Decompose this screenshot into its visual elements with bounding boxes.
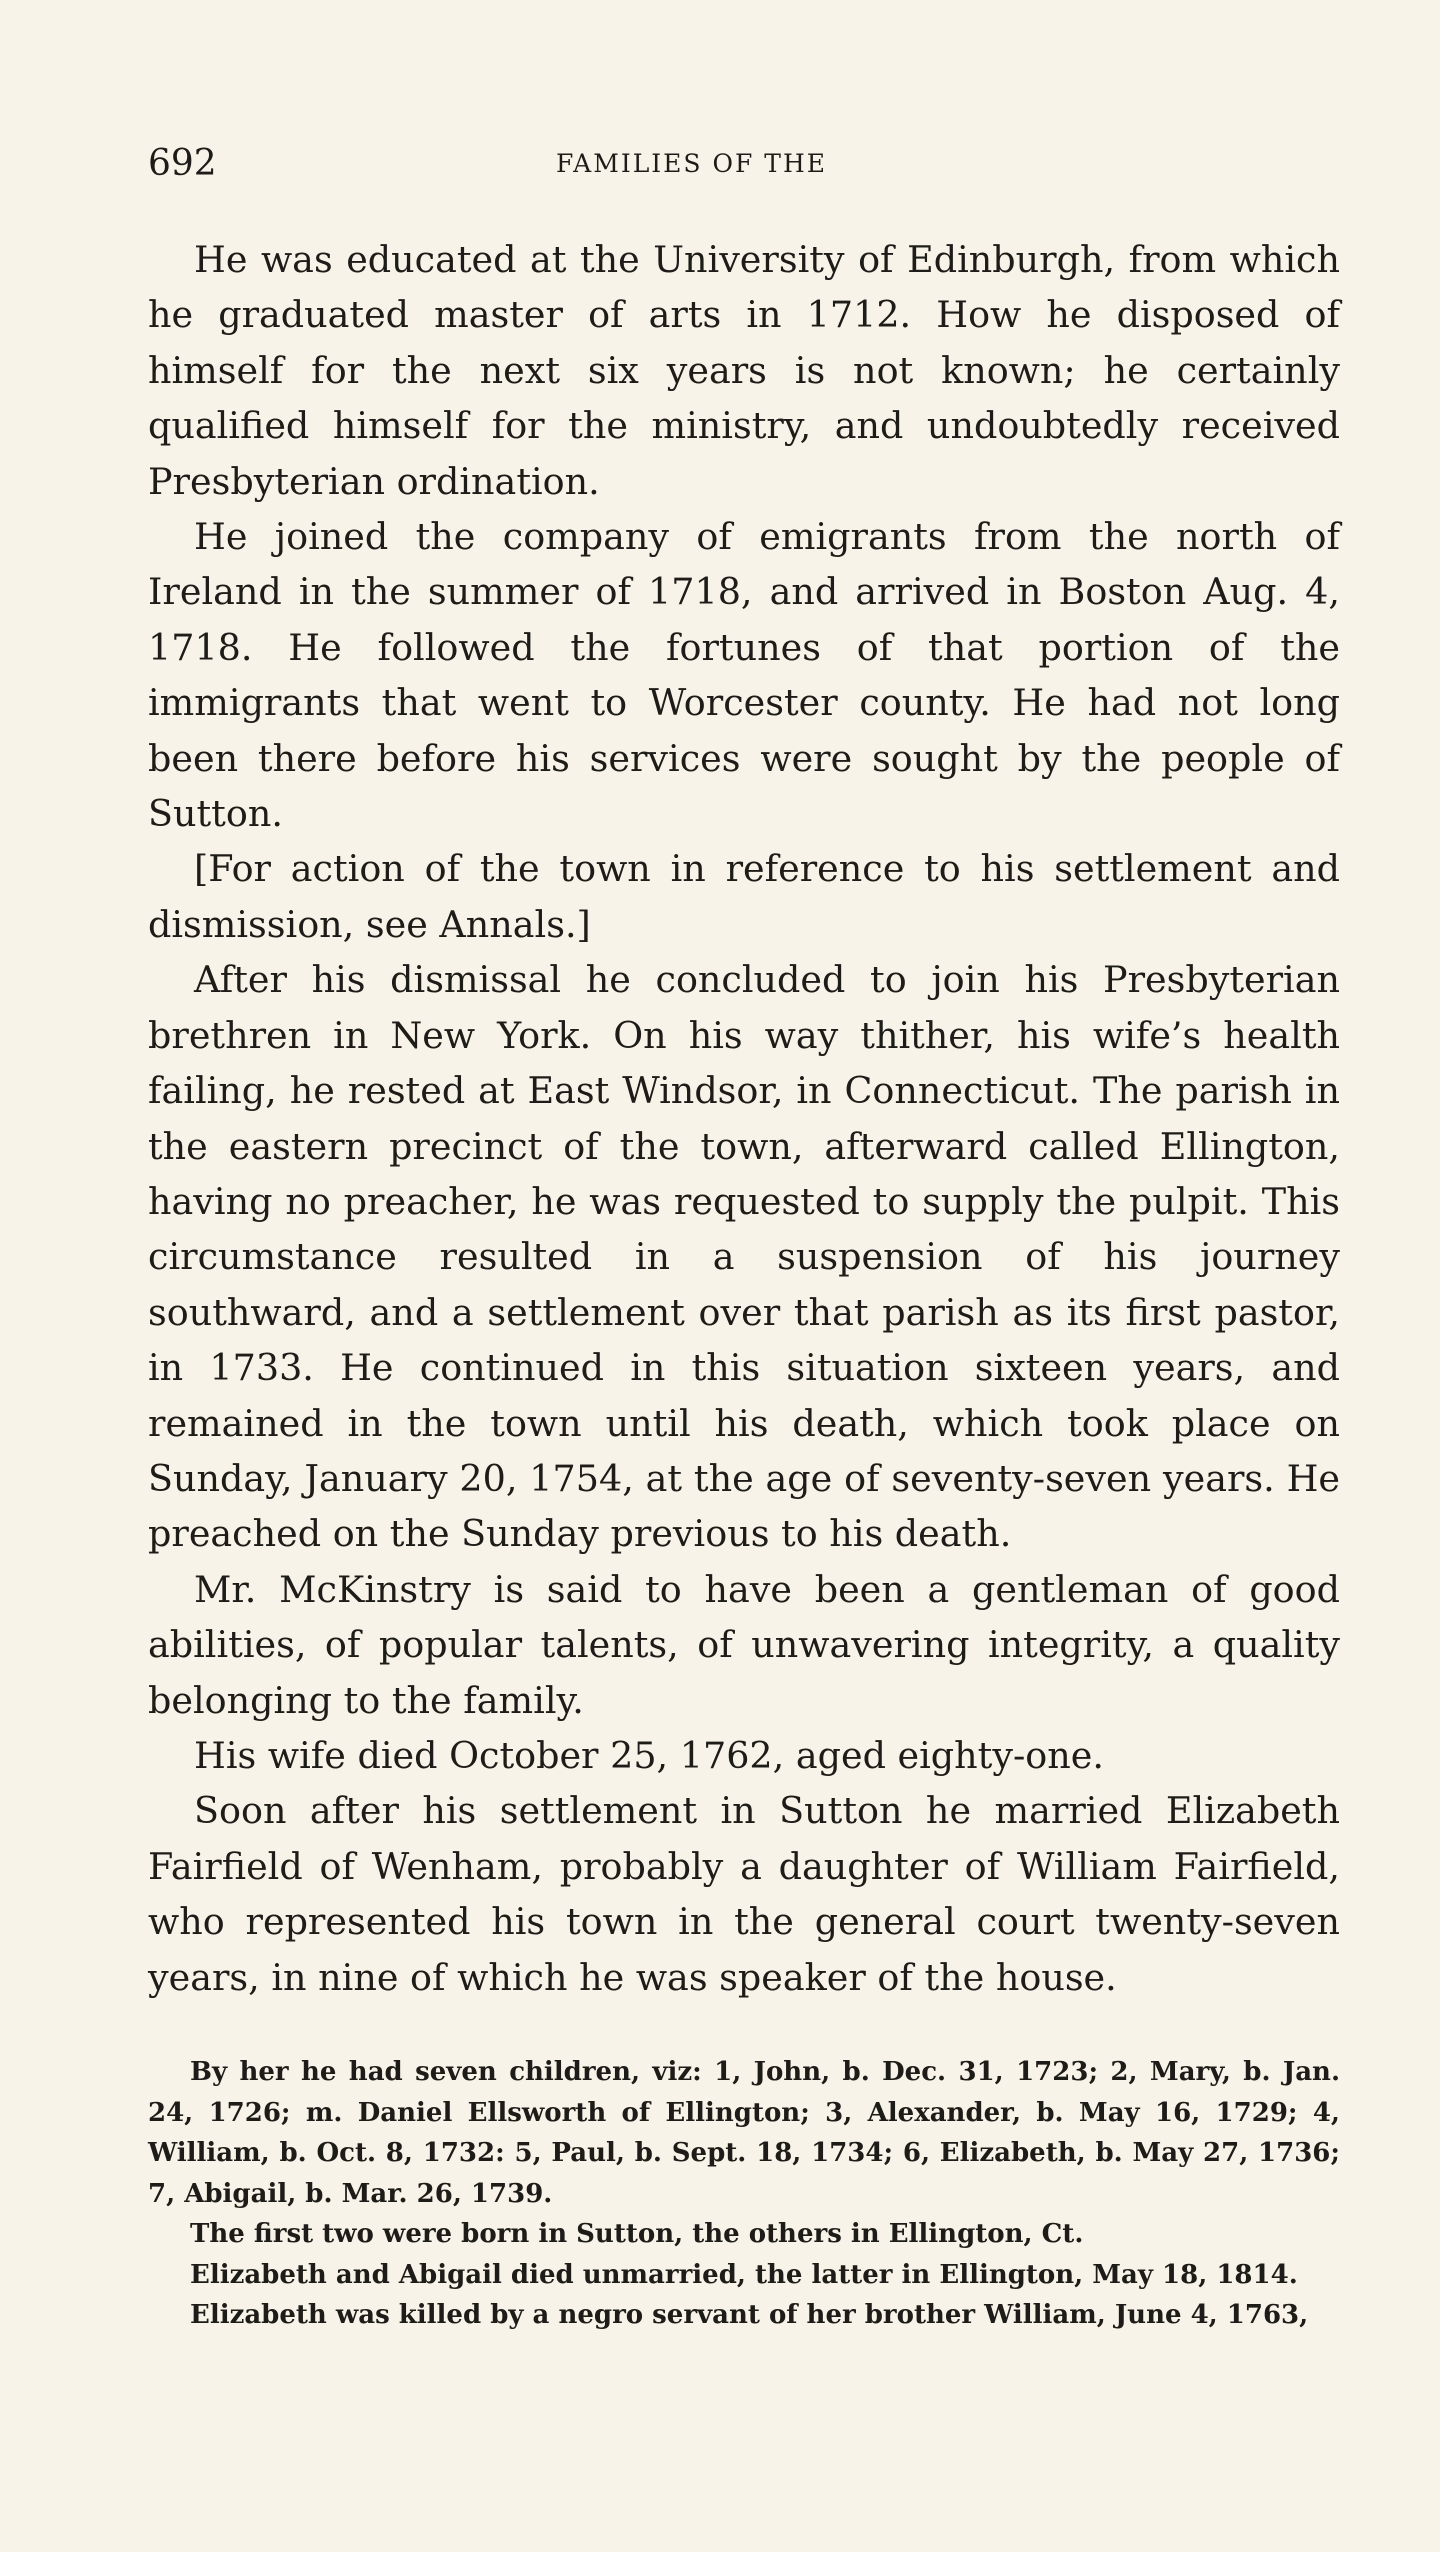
paragraph-marriage: Soon after his settlement in Sutton he married Elizabeth Fairfield of Wenham, probably a daughter of William Fairfield, who represented his town in the general court twenty-seven years, in nine of which he was speaker of the house. bbox=[148, 1789, 1340, 1999]
body-text bbox=[148, 232, 1340, 2005]
note-unmarried: Elizabeth and Abigail died unmarried, the latter in Ellington, May 18, 1814. bbox=[190, 2259, 1298, 2290]
page-number: 692 bbox=[148, 143, 217, 184]
paragraph-ellington-pastorate: After his dismissal he concluded to join his Presbyterian brethren in New York. On his way thither, his wife’s health failing, he rested at East Windsor, in Connecticut. The parish in the eastern precinct of the town, afterward called Ellington, having no preacher, he was requested to supply the pulpit. This circumstance resulted in a suspension of his journey southward, and a settlement over that parish as its first pastor, in 1733. He continued in this situation sixteen years, and remained in the town until his death, which took place on Sunday, January 20, 1754, at the age of seventy-seven years. He preached on the Sunday previous to his death. bbox=[148, 958, 1340, 1556]
running-title: FAMILIES OF THE bbox=[556, 149, 828, 178]
paragraph-education: He was educated at the University of Edinburgh, from which he graduated master of arts in 1712. How he disposed of himself for the next six years is not known; he certainly qualified himself for the ministry, and undoubtedly received Presbyterian ordination. bbox=[148, 238, 1340, 503]
paragraph-wife-death: His wife died October 25, 1762, aged eighty-one. bbox=[194, 1733, 1104, 1777]
genealogy-notes bbox=[148, 2052, 1340, 2336]
paragraph-annals-note: [For action of the town in reference to his settlement and dismission, see Annals.] bbox=[148, 847, 1340, 946]
paragraph-character: Mr. McKinstry is said to have been a gentleman of good abilities, of popular talents, of unwavering integrity, a quality belonging to the family. bbox=[148, 1567, 1340, 1722]
running-head bbox=[148, 140, 1338, 188]
note-elizabeth-death: Elizabeth was killed by a negro servant of her brother William, June 4, 1763, bbox=[190, 2300, 1309, 2330]
note-birthplaces: The first two were born in Sutton, the others in Ellington, Ct. bbox=[190, 2219, 1084, 2249]
note-children: By her he had seven children, viz: 1, John, b. Dec. 31, 1723; 2, Mary, b. Jan. 24, 1726; m. Daniel Ellsworth of Ellington; 3, Alexander, b. May 16, 1729; 4, William, b. Oct. 8, 1732: 5, Paul, b. Sept. 18, 1734; 6, Elizabeth, b. May 27, 1736; 7, Abigail, b. Mar. 26, 1739. bbox=[148, 2057, 1340, 2209]
paragraph-emigration: He joined the company of emigrants from the north of Ireland in the summer of 1718, and arrived in Boston Aug. 4, 1718. He followed the fortunes of that portion of the immigrants that went to Worcester county. He had not long been there before his services were sought by the people of Sutton. bbox=[148, 515, 1340, 836]
